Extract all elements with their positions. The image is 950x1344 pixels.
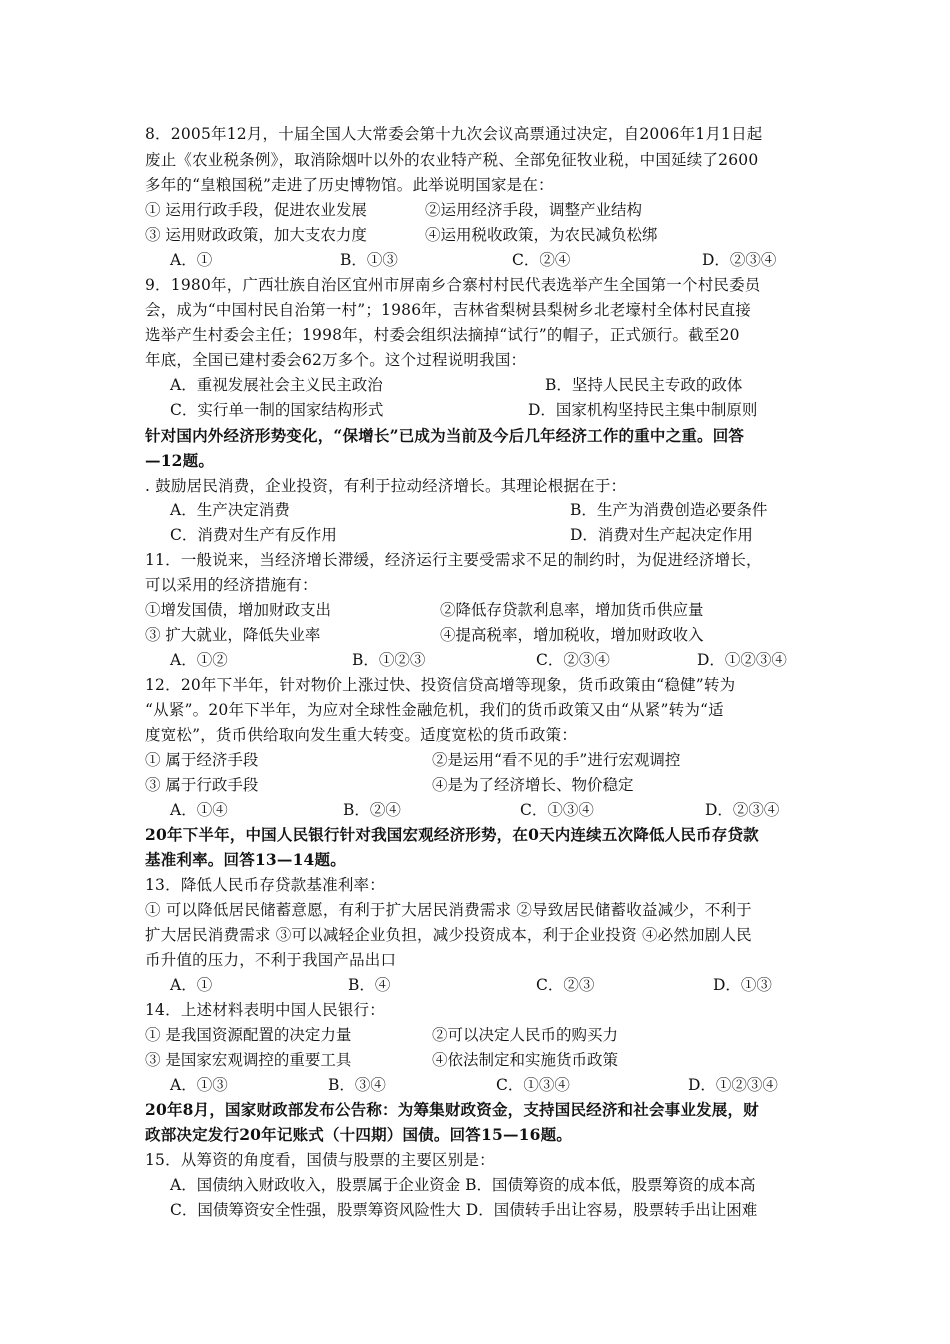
q8-stem-line-2: 废止《农业税条例》，取消除烟叶以外的农业特产税、全部免征牧业税，中国延续了2600 — [145, 151, 759, 169]
q9-stem-line-2: 会，成为“中国村民自治第一村”；1986年，吉林省梨树县梨树乡北老壕村全体村民直接 — [145, 301, 751, 319]
q14-statement-1: ① 是我国资源配置的决定力量 — [145, 1026, 352, 1044]
q8-option-c: C．②④ — [512, 251, 571, 269]
q15-options-c-d: C．国债筹资安全性强，股票筹资风险性大 D．国债转手出让容易，股票转手出让困难 — [170, 1201, 758, 1219]
q12-stem-line-2: “从紧”。20年下半年，为应对全球性金融危机，我们的货币政策又由“从紧”转为“适 — [145, 701, 724, 719]
q12-statement-3: ③ 属于行政手段 — [145, 776, 259, 794]
section-header-1-line-2: —12题。 — [145, 451, 215, 470]
q14-option-b: B．③④ — [328, 1076, 386, 1094]
q13-option-d: D．①③ — [713, 976, 772, 994]
q15-stem-line-1: 15．从筹资的角度看，国债与股票的主要区别是： — [145, 1151, 495, 1169]
q10-option-b: B．生产为消费创造必要条件 — [570, 501, 768, 519]
section-header-3-line-1: 20年8月，国家财政部发布公告称：为筹集财政资金，支持国民经济和社会事业发展，财 — [145, 1100, 759, 1119]
q9-option-c: C．实行单一制的国家结构形式 — [170, 401, 384, 419]
q8-option-d: D．②③④ — [702, 251, 777, 269]
q12-option-b: B．②④ — [343, 801, 401, 819]
q12-stem-line-3: 度宽松”，货币供给取向发生重大转变。适度宽松的货币政策： — [145, 726, 578, 744]
q8-stem-line-1: 8．2005年12月，十届全国人大常委会第十九次会议高票通过决定，自2006年1月1日起 — [145, 125, 763, 143]
q11-statement-2: ②降低存贷款利息率，增加货币供应量 — [440, 601, 704, 619]
q14-option-a: A．①③ — [170, 1076, 228, 1094]
q11-option-c: C．②③④ — [536, 651, 610, 669]
q11-stem-line-1: 11．一般说来，当经济增长滞缓，经济运行主要受需求不足的制约时，为促进经济增长， — [145, 551, 762, 569]
q12-statement-1: ① 属于经济手段 — [145, 751, 259, 769]
q12-statement-4: ④是为了经济增长、物价稳定 — [432, 776, 634, 794]
q14-option-d: D．①②③④ — [688, 1076, 778, 1094]
q14-stem-line-1: 14．上述材料表明中国人民银行： — [145, 1001, 385, 1019]
q12-statement-2: ②是运用“看不见的手”进行宏观调控 — [432, 751, 681, 769]
q8-statement-4: ④运用税收政策，为农民减负松绑 — [425, 226, 658, 244]
q14-statement-2: ②可以决定人民币的购买力 — [432, 1026, 619, 1044]
q8-statement-2: ②运用经济手段，调整产业结构 — [425, 201, 643, 219]
q9-stem-line-1: 9．1980年，广西壮族自治区宜州市屏南乡合寨村村民代表选举产生全国第一个村民委员 — [145, 276, 761, 294]
q14-option-c: C．①③④ — [496, 1076, 570, 1094]
q11-statement-1: ①增发国债，增加财政支出 — [145, 601, 332, 619]
q13-stem-line-4: 币升值的压力，不利于我国产品出口 — [145, 951, 397, 969]
q12-option-c: C．①③④ — [520, 801, 594, 819]
section-header-3-line-2: 政部决定发行20年记账式（十四期）国债。回答15—16题。 — [145, 1125, 573, 1144]
q13-stem-line-3: 扩大居民消费需求 ③可以减轻企业负担，减少投资成本，利于企业投资 ④必然加剧人民 — [145, 926, 752, 944]
q11-statement-4: ④提高税率，增加税收，增加财政收入 — [440, 626, 704, 644]
q13-stem-line-2: ① 可以降低居民储蓄意愿，有利于扩大居民消费需求 ②导致居民储蓄收益减少，不利于 — [145, 901, 752, 919]
q10-option-d: D．消费对生产起决定作用 — [570, 526, 753, 544]
q11-statement-3: ③ 扩大就业，降低失业率 — [145, 626, 321, 644]
q14-statement-4: ④依法制定和实施货币政策 — [432, 1051, 619, 1069]
section-header-2-line-1: 20年下半年，中国人民银行针对我国宏观经济形势，在0天内连续五次降低人民币存贷款 — [145, 825, 759, 844]
q8-option-b: B．①③ — [340, 251, 398, 269]
q9-stem-line-3: 选举产生村委会主任；1998年，村委会组织法摘掉“试行”的帽子，正式颁行。截至20 — [145, 326, 740, 344]
q12-stem-line-1: 12．20年下半年，针对物价上涨过快、投资信贷高增等现象，货币政策由“稳健”转为 — [145, 676, 736, 694]
q11-option-b: B．①②③ — [352, 651, 426, 669]
q9-option-b: B．坚持人民民主专政的政体 — [545, 376, 743, 394]
q8-statement-3: ③ 运用财政政策，加大支农力度 — [145, 226, 367, 244]
q11-option-d: D．①②③④ — [697, 651, 787, 669]
q13-stem-line-1: 13．降低人民币存贷款基准利率： — [145, 876, 385, 894]
q9-stem-line-4: 年底，全国已建村委会62万多个。这个过程说明我国： — [145, 351, 527, 369]
section-header-1-line-1: 针对国内外经济形势变化，“保增长”已成为当前及今后几年经济工作的重中之重。回答 — [145, 426, 745, 445]
q8-stem-line-3: 多年的“皇粮国税”走进了历史博物馆。此举说明国家是在： — [145, 176, 554, 194]
q11-stem-line-2: 可以采用的经济措施有： — [145, 576, 318, 594]
q15-options-a-b: A．国债纳入财政收入，股票属于企业资金 B．国债筹资的成本低，股票筹资的成本高 — [170, 1176, 756, 1194]
q13-option-b: B．④ — [348, 976, 391, 994]
q14-statement-3: ③ 是国家宏观调控的重要工具 — [145, 1051, 352, 1069]
q12-option-d: D．②③④ — [705, 801, 780, 819]
section-header-2-line-2: 基准利率。回答13—14题。 — [145, 850, 346, 869]
q13-option-a: A．① — [170, 976, 213, 994]
q12-option-a: A．①④ — [170, 801, 228, 819]
q10-stem-line-1: . 鼓励居民消费，企业投资，有利于拉动经济增长。其理论根据在于： — [145, 477, 627, 495]
q9-option-d: D．国家机构坚持民主集中制原则 — [528, 401, 758, 419]
q10-option-c: C．消费对生产有反作用 — [170, 526, 337, 544]
q8-option-a: A．① — [170, 251, 213, 269]
q9-option-a: A．重视发展社会主义民主政治 — [170, 376, 383, 394]
q8-statement-1: ① 运用行政手段，促进农业发展 — [145, 201, 367, 219]
q13-option-c: C．②③ — [536, 976, 595, 994]
q11-option-a: A．①② — [170, 651, 228, 669]
q10-option-a: A．生产决定消费 — [170, 501, 290, 519]
